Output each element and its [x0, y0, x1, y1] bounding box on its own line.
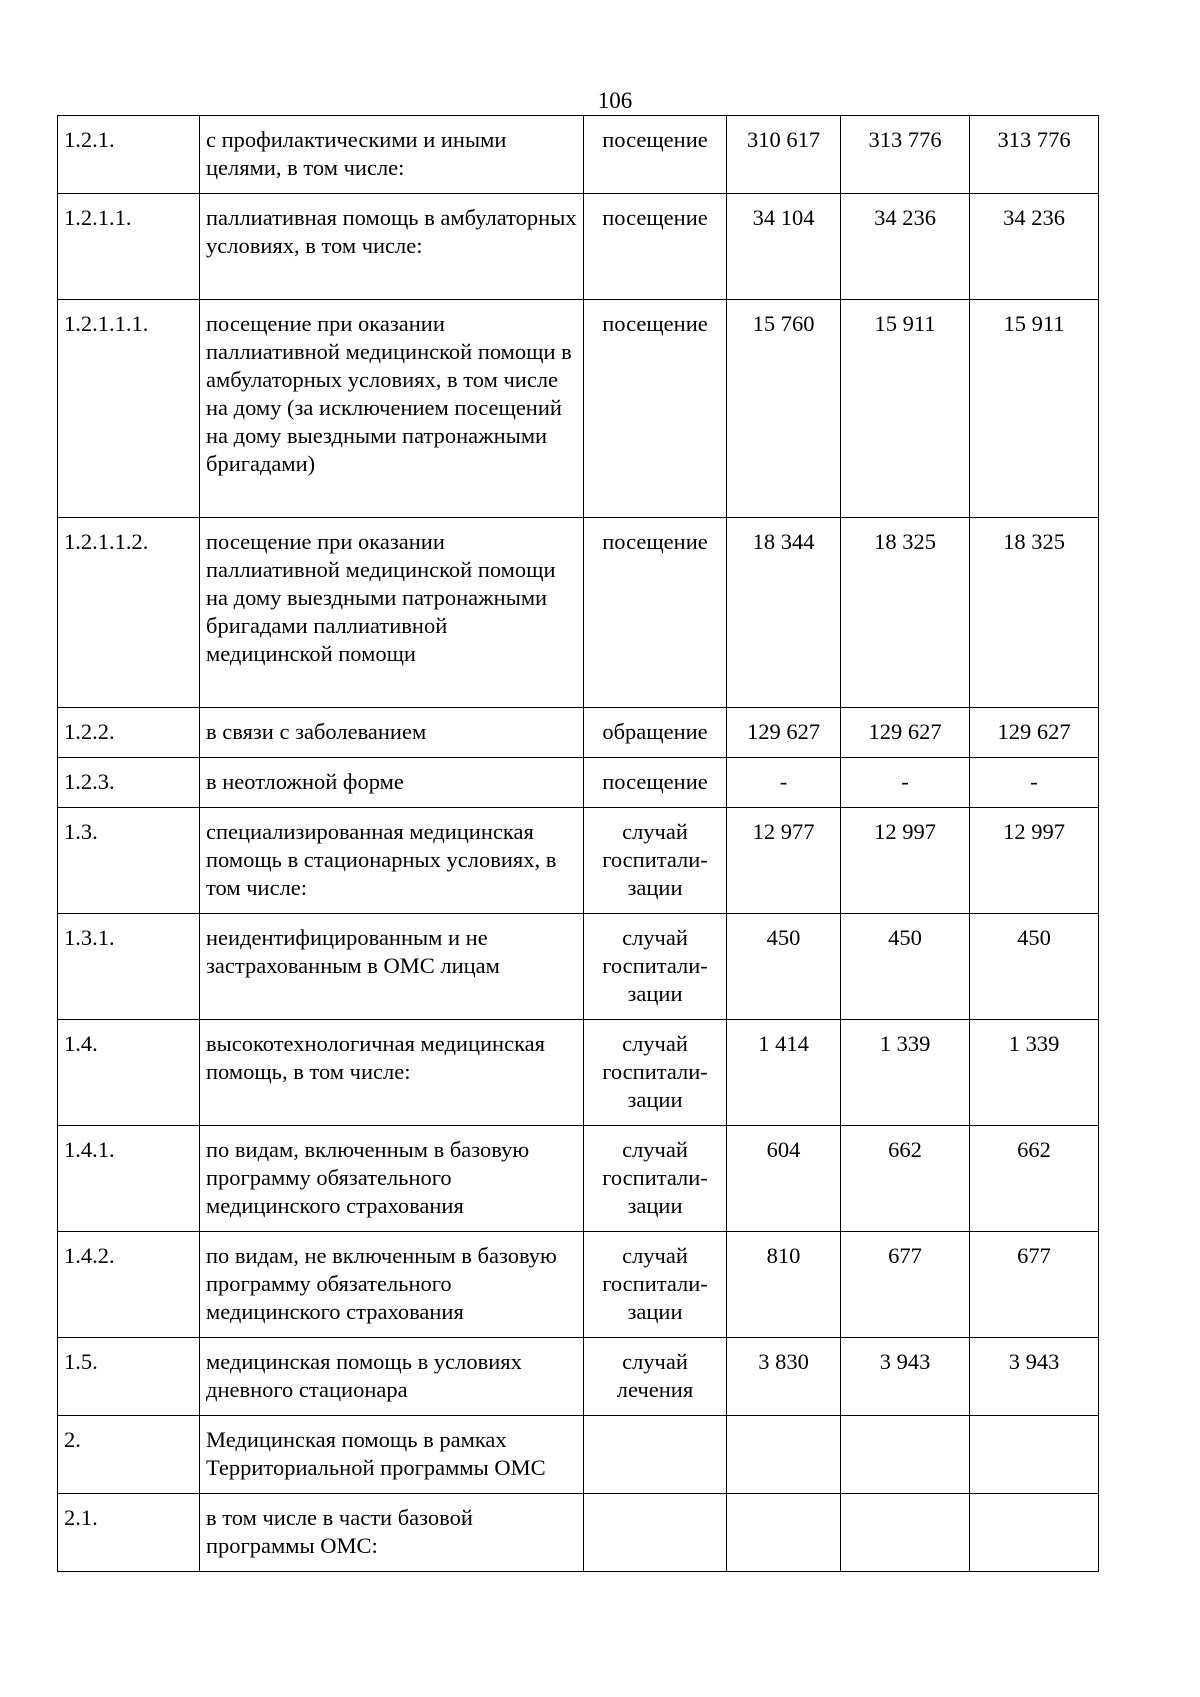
- table-row: [58, 708, 1099, 758]
- row-name: Медицинская помощь в рамках Территориальной программы ОМС: [200, 1416, 584, 1494]
- row-value-3: [970, 1494, 1099, 1572]
- row-name: по видам, включенным в базовую программу обязательного медицинского страхования: [200, 1126, 584, 1232]
- row-number: 1.2.1.1.1.: [58, 300, 200, 518]
- row-value-1: 810: [727, 1232, 841, 1338]
- row-unit: [584, 1494, 727, 1572]
- table-row: [58, 1232, 1099, 1338]
- row-number: 2.: [58, 1416, 200, 1494]
- row-number: 1.4.: [58, 1020, 200, 1126]
- row-name: неидентифицированным и не застрахованным в ОМС лицам: [200, 914, 584, 1020]
- row-value-1: 12 977: [727, 808, 841, 914]
- row-name: по видам, не включенным в базовую программу обязательного медицинского страхования: [200, 1232, 584, 1338]
- row-value-2: 129 627: [841, 708, 970, 758]
- row-value-3: 34 236: [970, 194, 1099, 300]
- row-unit: случай госпитали-зации: [584, 1232, 727, 1338]
- row-unit: случай лечения: [584, 1338, 727, 1416]
- table-row: [58, 1020, 1099, 1126]
- table-row: [58, 1494, 1099, 1572]
- row-value-1: 450: [727, 914, 841, 1020]
- table-row: [58, 1338, 1099, 1416]
- row-value-3: 662: [970, 1126, 1099, 1232]
- row-value-3: 15 911: [970, 300, 1099, 518]
- table-row: [58, 1126, 1099, 1232]
- row-value-1: [727, 1494, 841, 1572]
- row-value-1: 3 830: [727, 1338, 841, 1416]
- row-unit: обращение: [584, 708, 727, 758]
- table-row: [58, 808, 1099, 914]
- row-unit: случай госпитали-зации: [584, 808, 727, 914]
- row-unit: случай госпитали-зации: [584, 914, 727, 1020]
- row-value-2: 313 776: [841, 116, 970, 194]
- table-body: [58, 116, 1099, 1572]
- data-table: [57, 115, 1099, 1572]
- row-name: высокотехнологичная медицинская помощь, в том числе:: [200, 1020, 584, 1126]
- row-value-2: [841, 1416, 970, 1494]
- row-name: медицинская помощь в условиях дневного стационара: [200, 1338, 584, 1416]
- row-name: в связи с заболеванием: [200, 708, 584, 758]
- row-number: 1.2.2.: [58, 708, 200, 758]
- row-name: в том числе в части базовой программы ОМС:: [200, 1494, 584, 1572]
- row-number: 1.4.1.: [58, 1126, 200, 1232]
- row-unit: посещение: [584, 116, 727, 194]
- row-value-3: 450: [970, 914, 1099, 1020]
- row-number: 1.3.1.: [58, 914, 200, 1020]
- table-row: [58, 914, 1099, 1020]
- row-unit: посещение: [584, 194, 727, 300]
- row-value-1: 310 617: [727, 116, 841, 194]
- row-number: 2.1.: [58, 1494, 200, 1572]
- row-value-3: 129 627: [970, 708, 1099, 758]
- row-value-2: 15 911: [841, 300, 970, 518]
- row-value-3: [970, 1416, 1099, 1494]
- table-row: [58, 194, 1099, 300]
- row-name: с профилактическими и иными целями, в том числе:: [200, 116, 584, 194]
- row-value-3: 677: [970, 1232, 1099, 1338]
- row-value-3: 12 997: [970, 808, 1099, 914]
- row-value-3: 3 943: [970, 1338, 1099, 1416]
- row-value-1: 18 344: [727, 518, 841, 708]
- row-number: 1.2.3.: [58, 758, 200, 808]
- row-value-3: -: [970, 758, 1099, 808]
- row-value-2: 12 997: [841, 808, 970, 914]
- row-value-2: 677: [841, 1232, 970, 1338]
- row-value-3: 18 325: [970, 518, 1099, 708]
- row-value-2: 3 943: [841, 1338, 970, 1416]
- page-number: 106: [597, 88, 633, 113]
- row-value-1: 1 414: [727, 1020, 841, 1126]
- row-value-1: 15 760: [727, 300, 841, 518]
- row-number: 1.2.1.: [58, 116, 200, 194]
- row-value-1: 129 627: [727, 708, 841, 758]
- row-number: 1.2.1.1.: [58, 194, 200, 300]
- row-value-3: 1 339: [970, 1020, 1099, 1126]
- table-row: [58, 116, 1099, 194]
- table-row: [58, 518, 1099, 708]
- row-value-1: [727, 1416, 841, 1494]
- row-number: 1.2.1.1.2.: [58, 518, 200, 708]
- row-name: паллиативная помощь в амбулаторных условиях, в том числе:: [200, 194, 584, 300]
- table-row: [58, 758, 1099, 808]
- row-unit: посещение: [584, 300, 727, 518]
- row-value-2: 34 236: [841, 194, 970, 300]
- row-value-2: [841, 1494, 970, 1572]
- row-name: в неотложной форме: [200, 758, 584, 808]
- row-name: посещение при оказании паллиативной медицинской помощи на дому выездными патронажными бригадами паллиативной медицинской помощи: [200, 518, 584, 708]
- row-value-2: 662: [841, 1126, 970, 1232]
- row-unit: случай госпитали-зации: [584, 1126, 727, 1232]
- row-value-1: -: [727, 758, 841, 808]
- row-unit: посещение: [584, 758, 727, 808]
- row-value-2: 450: [841, 914, 970, 1020]
- row-unit: [584, 1416, 727, 1494]
- row-value-1: 604: [727, 1126, 841, 1232]
- row-name: специализированная медицинская помощь в стационарных условиях, в том числе:: [200, 808, 584, 914]
- row-value-1: 34 104: [727, 194, 841, 300]
- row-name: посещение при оказании паллиативной медицинской помощи в амбулаторных условиях, в том числе на дому (за исключением посещений на дому выездными патронажными бригадами): [200, 300, 584, 518]
- row-value-2: 18 325: [841, 518, 970, 708]
- row-value-2: -: [841, 758, 970, 808]
- row-number: 1.4.2.: [58, 1232, 200, 1338]
- row-unit: случай госпитали-зации: [584, 1020, 727, 1126]
- row-value-3: 313 776: [970, 116, 1099, 194]
- row-number: 1.5.: [58, 1338, 200, 1416]
- table-row: [58, 1416, 1099, 1494]
- row-value-2: 1 339: [841, 1020, 970, 1126]
- row-unit: посещение: [584, 518, 727, 708]
- row-number: 1.3.: [58, 808, 200, 914]
- table-row: [58, 300, 1099, 518]
